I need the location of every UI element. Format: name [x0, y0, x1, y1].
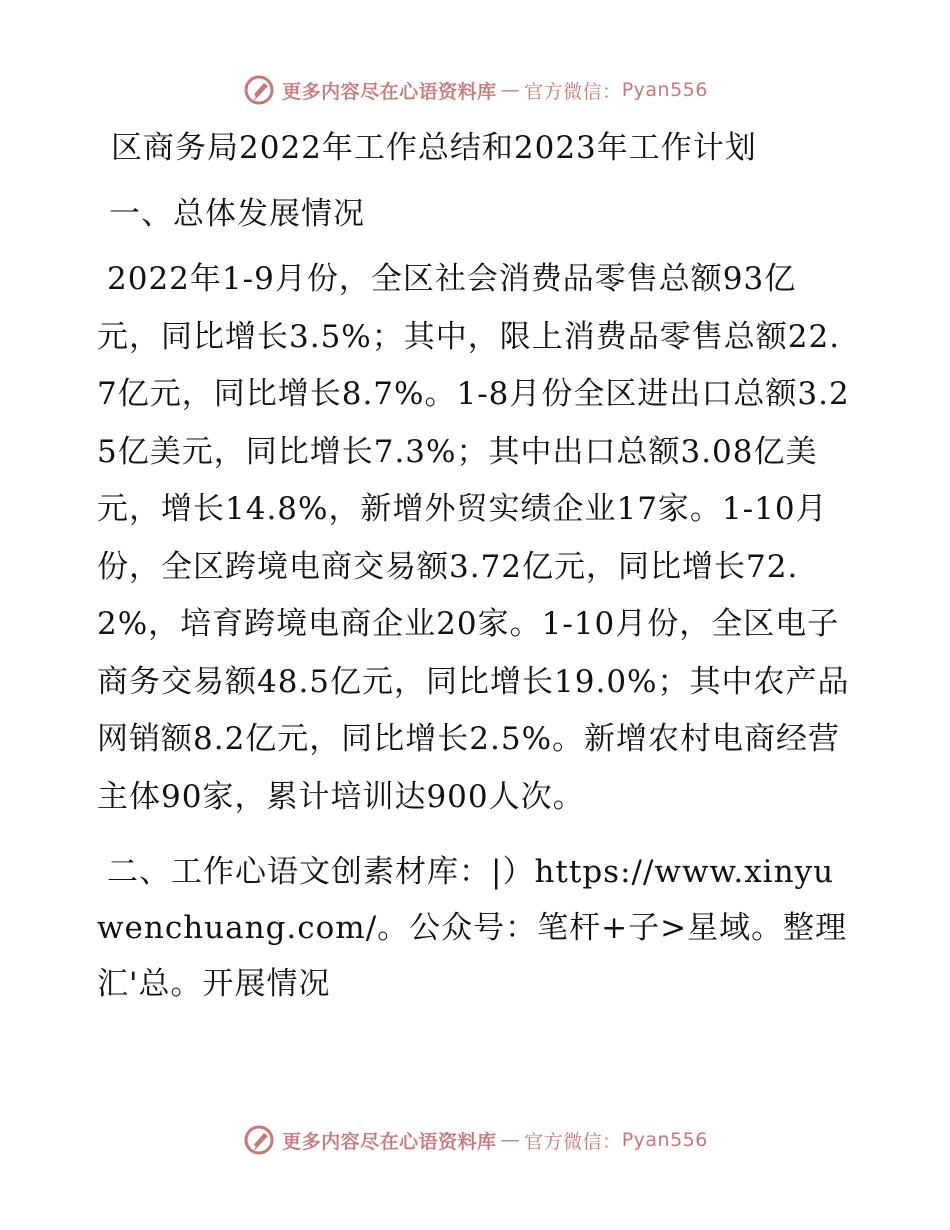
watermark-separator: —: [500, 79, 521, 101]
section-heading-progress: 二、工作心语文创素材库：|）https://www.xinyuwenchuang.com/。公众号：笔杆+子>星域。整理汇'总。开展情况: [97, 854, 848, 1002]
watermark-separator: —: [500, 1129, 521, 1151]
document-title: 区商务局2022年工作总结和2023年工作计划: [111, 130, 757, 166]
watermark-handle: Pyan556: [621, 1129, 708, 1151]
watermark-header: [0, 70, 950, 110]
watermark-text: 更多内容尽在心语资料库: [282, 1130, 497, 1153]
watermark-label: 官方微信：: [524, 1130, 622, 1153]
watermark-label: 官方微信：: [524, 80, 622, 103]
section-heading-overview: 一、总体发展情况: [109, 196, 365, 232]
watermark-handle: Pyan556: [621, 79, 708, 101]
watermark-text: 更多内容尽在心语资料库: [282, 80, 497, 103]
section-paragraph-overview: 2022年1-9月份，全区社会消费品零售总额93亿元，同比增长3.5%；其中，限上消费品零售总额22.7亿元，同比增长8.7%。1-8月份全区进出口总额3.25亿美元，同比增长7.3%；其中出口总额3.08亿美元，增长14.8%，新增外贸实绩企业17家。1-10月份，全区跨境电商交易额3.72亿元，同比增长72.2%，培育跨境电商企业20家。1-10月份，全区电子商务交易额48.5亿元，同比增长19.0%；其中农产品网销额8.2亿元，同比增长2.5%。新增农村电商经营主体90家，累计培训达900人次。: [97, 261, 850, 815]
brush-logo-icon: [242, 1123, 276, 1157]
document-body: [97, 125, 857, 1012]
brush-logo-icon: [242, 73, 276, 107]
watermark-footer: [0, 1120, 950, 1160]
